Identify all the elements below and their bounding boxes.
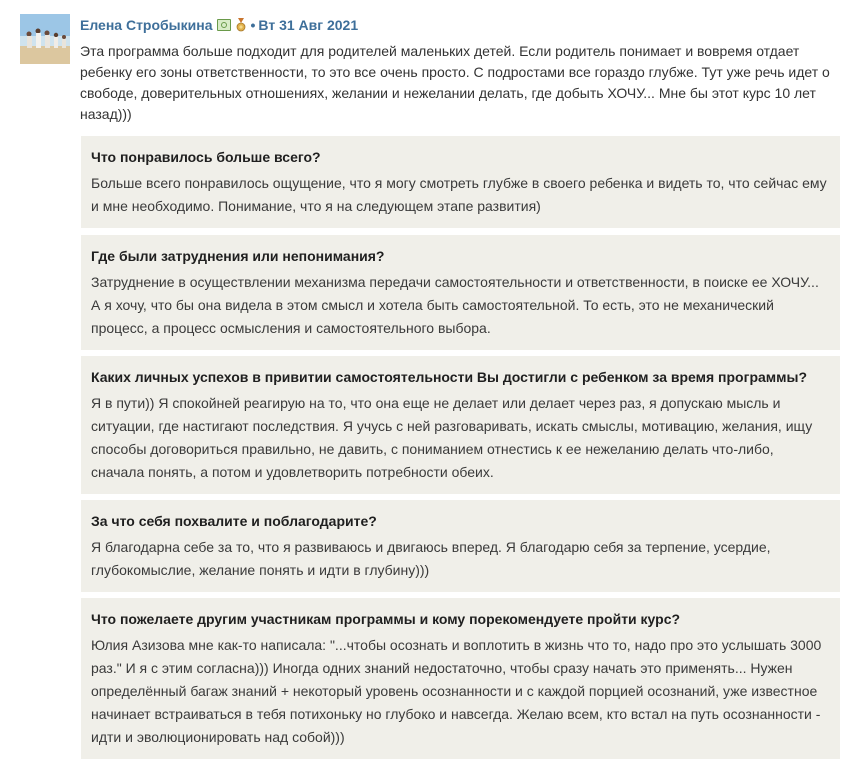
qa-question: Каких личных успехов в привитии самостоятельности Вы достигли с ребенком за время программы? bbox=[91, 369, 807, 385]
qa-answer: Я благодарна себе за то, что я развиваюсь и двигаюсь вперед. Я благодарю себя за терпение, усердие, глубокомыслие, желание понять и идти в глубину))) bbox=[91, 539, 771, 578]
qa-answer: Юлия Азизова мне как-то написала: "...чтобы осознать и воплотить в жизнь что то, надо про это услышать 3000 раз." И я с этим согласна))) Иногда одних знаний недостаточно, чтобы сразу начать это применять... Нужен определённый багаж знаний + некоторый уровень осознанности и с каждой порцией осознаний, уже известное начинает встраиваться в тебя потихоньку но глубоко и навсегда. Желаю всем, кто встал на путь осознанности - идти и эволюционировать над собой))) bbox=[91, 637, 822, 745]
qa-question: За что себя похвалите и поблагодарите? bbox=[91, 513, 377, 529]
avatar[interactable] bbox=[20, 14, 70, 64]
qa-question: Что понравилось больше всего? bbox=[91, 149, 321, 165]
qa-block bbox=[81, 500, 840, 592]
comment-text: Эта программа больше подходит для родителей маленьких детей. Если родитель понимает и вовремя отдает ребенку его зоны ответственности, то это все очень просто. С подростами все гораздо глубже. Тут уже речь идет о свободе, доверительных отношениях, желании и нежелании делать, где добыть ХОЧУ... Мне бы этот курс 10 лет назад))) bbox=[80, 43, 830, 122]
medal-icon bbox=[234, 18, 248, 32]
author-name[interactable]: Елена Стробыкина bbox=[80, 17, 213, 33]
comment-header bbox=[80, 16, 358, 34]
qa-question: Где были затруднения или непонимания? bbox=[91, 248, 385, 264]
avatar-photo-icon bbox=[20, 14, 70, 64]
qa-block bbox=[81, 356, 840, 494]
header-separator: • bbox=[250, 17, 256, 33]
qa-answer: Я в пути)) Я спокойней реагирую на то, что она еще не делает или делает через раз, я допускаю мысль и ситуации, где настигают последствия. Я учусь с ней разговаривать, искать смыслы, мотивацию, желания, ищу способы договориться правильно, не давить, с пониманием отнестись к ее нежеланию делать что-либо, сначала понять, а потом и удовлетворить потребности обеих. bbox=[91, 395, 813, 480]
comment-date[interactable]: Вт 31 Авг 2021 bbox=[258, 17, 359, 33]
qa-answer: Затруднение в осуществлении механизма передачи самостоятельности и ответственности, в поиске ее ХОЧУ... А я хочу, что бы она видела в этом смысл и хотела быть самостоятельной. То есть, это не механический процесс, а процесс осмысления и самостоятельного выбора. bbox=[91, 274, 819, 336]
badge-icon bbox=[217, 19, 231, 31]
qa-answer: Больше всего понравилось ощущение, что я могу смотреть глубже в своего ребенка и видеть то, что сейчас ему и мне необходимо. Понимание, что я на следующем этапе развития) bbox=[91, 175, 827, 214]
qa-block bbox=[81, 598, 840, 759]
qa-block bbox=[81, 235, 840, 350]
qa-block bbox=[81, 136, 840, 228]
qa-question: Что пожелаете другим участникам программы и кому порекомендуете пройти курс? bbox=[91, 611, 681, 627]
